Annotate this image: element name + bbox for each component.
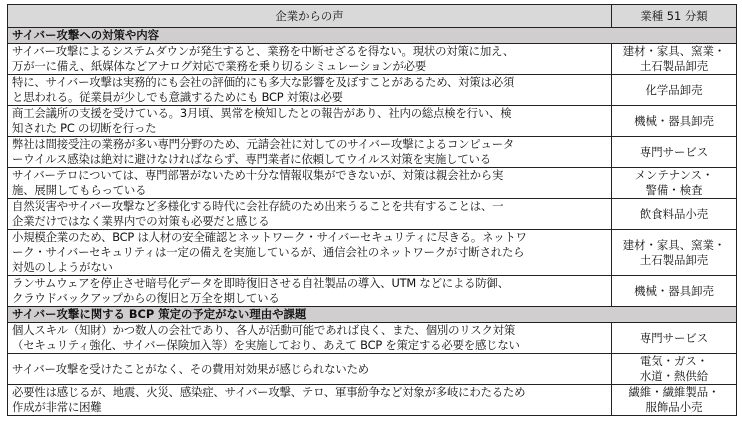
comment-line: と思われる。従業員が少しでも意識するためにも BCP 対策は必要 [12, 90, 343, 104]
comment-line: ランサムウェアを停止させ暗号化データを即時復旧させる自社製品の導入、UTM などによる防御、 [12, 276, 509, 290]
table-row [8, 323, 737, 354]
comment-cell [8, 385, 612, 416]
table-row [8, 168, 737, 199]
comment-line: 必要性は感じるが、地震、火災、感染症、サイバー攻撃、テロ、軍事紛争など対象が多岐にわたるため [12, 385, 526, 399]
industry-cell [612, 44, 737, 75]
comment-line: 弊社は間接受注の業務が多い専門分野のため、元請会社に対してのサイバー攻撃によるコンピュータ [12, 137, 515, 151]
comment-line: 商工会議所の支援を受けている。3月頃、異常を検知したとの報告があり、社内の総点検を行い、検 [12, 106, 512, 120]
comment-line: 小規模企業のため、BCP は人材の安全確認とネットワーク・サイバーセキュリティに尽きる。ネットワ [12, 230, 527, 244]
comment-cell [8, 323, 612, 354]
comment-line: 自然災害やサイバー攻撃など多様化する時代に会社存続のため出来うることを共有することは、一 [12, 199, 504, 213]
comment-cell [8, 276, 612, 307]
industry-line: 土石製品卸売 [639, 252, 709, 267]
comment-line: サイバー攻撃によるシステムダウンが発生すると、業務を中断せざるを得ない。現状の対策に加え、 [12, 44, 515, 58]
comment-line: 特に、サイバー攻撃は実務的にも会社の評価的にも多大な影響を及ぼすことがあるため、対策は必須 [12, 75, 515, 89]
industry-cell [612, 168, 737, 199]
industry-cell [612, 199, 737, 230]
comment-cell [8, 354, 612, 385]
industry-line: 建材・家具、窯業・ [622, 237, 726, 252]
industry-line: 飲食料品小売 [639, 206, 709, 221]
table-row [8, 354, 737, 385]
section-title: サイバー攻撃への対策や内容 [8, 28, 737, 44]
table-row [8, 199, 737, 230]
voices-table [7, 4, 737, 416]
comment-column-header: 企業からの声 [8, 5, 612, 28]
industry-cell [612, 75, 737, 106]
table-row [8, 44, 737, 75]
industry-line: 建材・家具、窯業・ [622, 44, 726, 58]
table-row [8, 385, 737, 416]
table-row [8, 137, 737, 168]
comment-line: クラウドバックアップからの復旧と万全を期している [12, 291, 280, 305]
industry-column-header: 業種 51 分類 [612, 5, 737, 28]
table-body [8, 28, 737, 416]
comment-line: 対処のしようがない [12, 260, 113, 274]
industry-line: 電気・ガス・ [639, 354, 709, 368]
comment-line: サイバーテロについては、専門部署がないため十分な情報収集ができないが、対策は親会社から実 [12, 168, 504, 182]
comment-cell [8, 75, 612, 106]
comment-line: サイバー攻撃を受けたことがなく、その費用対効果が感じられないため [12, 361, 369, 376]
comment-line: 知された PC の切断を行った [12, 121, 157, 135]
comment-line: 万が一に備え、紙媒体などアナログ対応で業務を乗り切るシミュレーションが必要 [12, 59, 427, 73]
industry-line: 土石製品卸売 [639, 59, 709, 73]
industry-cell [612, 323, 737, 354]
industry-cell [612, 106, 737, 137]
table-row [8, 276, 737, 307]
industry-line: 専門サービス [639, 330, 709, 345]
table-row [8, 230, 737, 276]
industry-line: 警備・検査 [645, 183, 703, 197]
comment-cell [8, 230, 612, 276]
table-row [8, 106, 737, 137]
comment-cell [8, 106, 612, 137]
industry-line: 機械・器具卸売 [634, 113, 714, 128]
comment-cell [8, 44, 612, 75]
comment-line: 作成が非常に困難 [12, 400, 102, 414]
comment-line: ーク・サイバーセキュリティは一定の備えを実施しているが、通信会社のネットワークが寸断されたら [12, 245, 525, 259]
industry-line: 水道・熱供給 [639, 369, 709, 383]
comment-cell [8, 168, 612, 199]
industry-line: 繊維・繊維製品・ [628, 385, 720, 399]
comment-line: 施、展開してもらっている [12, 183, 147, 197]
industry-line: 服飾品小売 [645, 400, 703, 414]
table-header-row [8, 5, 737, 28]
comment-line: 企業だけではなく業界内での対策も必要だと感じる [12, 214, 270, 228]
industry-cell [612, 385, 737, 416]
comment-line: 個人スキル（知財）かつ数人の会社であり、各人が活動可能であれば良く、また、個別のリスク対策 [12, 323, 516, 337]
industry-line: 化学品卸売 [645, 82, 703, 97]
industry-line: メンテナンス・ [634, 168, 714, 182]
comment-cell [8, 137, 612, 168]
section-header-row [8, 28, 737, 44]
industry-cell [612, 137, 737, 168]
industry-cell [612, 230, 737, 276]
industry-cell [612, 276, 737, 307]
table-row [8, 75, 737, 106]
section-header-row [8, 307, 737, 323]
industry-line: 機械・器具卸売 [634, 283, 714, 298]
comment-cell [8, 199, 612, 230]
section-title: サイバー攻撃に関する BCP 策定の予定がない理由や課題 [8, 307, 737, 323]
comment-line: （セキュリティ強化、サイバー保険加入等）を実施しており、あえて BCP を策定する必要を感じない [12, 338, 520, 352]
comment-line: ーウイルス感染は絶対に避けなければならず、専門業者に依頼してウイルス対策を実施している [12, 152, 491, 166]
industry-line: 専門サービス [639, 144, 709, 159]
industry-cell [612, 354, 737, 385]
